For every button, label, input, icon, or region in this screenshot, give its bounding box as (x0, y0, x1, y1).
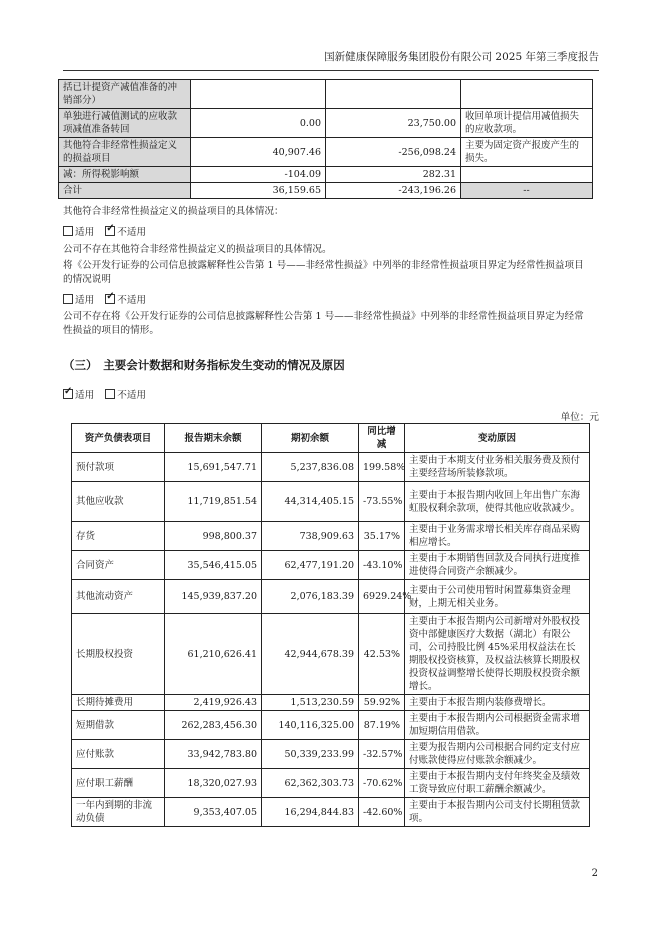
para-no-reclassify: 公司不存在将《公开发行证券的公司信息披露解释性公告第 1 号——非经常性损益》中列举的非经常性损益项目界定为经常性损益的项目的情形。 (63, 311, 584, 336)
yoy-change: -43.10% (359, 551, 405, 580)
change-reason: 主要由于本报告期内支付年终奖金及绩效工资导致应付职工薪酬余额减少。 (405, 769, 590, 798)
value-current: -104.09 (191, 167, 326, 183)
item-name: 应付职工薪酬 (72, 769, 165, 798)
begin-balance: 16,294,844.83 (262, 798, 359, 827)
end-balance: 998,800.37 (165, 522, 262, 551)
item-name: 短期借款 (72, 711, 165, 740)
checkbox-row-1: 适用 ✓ 不适用 (63, 224, 146, 238)
table-row (72, 453, 590, 482)
yoy-change: 199.58% (359, 453, 405, 482)
begin-balance: 62,362,303.73 (262, 769, 359, 798)
checkbox-unchecked-icon (105, 389, 115, 399)
value-ytd: -256,098.24 (326, 138, 461, 167)
table-row (72, 740, 590, 769)
yoy-change: 87.19% (359, 711, 405, 740)
note: 收回单项计提信用减值损失的应收款项。 (461, 109, 593, 138)
para-no-items: 公司不存在其他符合非经常性损益定义的损益项目的具体情况。 (63, 244, 332, 255)
row-label: 单独进行减值测试的应收款项减值准备转回 (59, 109, 191, 138)
end-balance: 35,546,415.05 (165, 551, 262, 580)
page-number: 2 (591, 868, 598, 879)
table-row (72, 482, 590, 522)
change-reason: 主要由于本报告期内公司支付长期租赁款项。 (405, 798, 590, 827)
change-reason: 主要由于本期支付业务相关服务费及预付主要经营场所装修款项。 (405, 453, 590, 482)
begin-balance: 140,116,325.00 (262, 711, 359, 740)
begin-balance: 44,314,405.15 (262, 482, 359, 522)
row-label: 减：所得税影响额 (59, 167, 191, 183)
yoy-change: -32.57% (359, 740, 405, 769)
item-name: 其他流动资产 (72, 580, 165, 614)
column-header: 期初余额 (262, 424, 359, 453)
begin-balance: 2,076,183.39 (262, 580, 359, 614)
note (461, 80, 593, 109)
para-reclassify-desc: 将《公开发行证券的公司信息披露解释性公告第 1 号——非经常性损益》中列举的非经常性损益项目界定为经常性损益项目的情况说明 (63, 260, 584, 285)
checkbox-checked-icon (105, 226, 115, 236)
table-row (72, 769, 590, 798)
table-row (59, 183, 593, 199)
table-row (59, 167, 593, 183)
value-current: 0.00 (191, 109, 326, 138)
end-balance: 145,939,837.20 (165, 580, 262, 614)
value-ytd: -243,196.26 (326, 183, 461, 199)
yoy-change: 59.92% (359, 695, 405, 711)
table-row (59, 138, 593, 167)
row-label: 括已计提资产减值准备的冲销部分） (59, 80, 191, 109)
column-header: 变动原因 (405, 424, 590, 453)
change-reason: 主要由于本报告期内装修费增长。 (405, 695, 590, 711)
change-reason: 主要由于本期销售回款及合同执行进度推进使得合同资产余额减少。 (405, 551, 590, 580)
value-current: 40,907.46 (191, 138, 326, 167)
end-balance: 9,353,407.05 (165, 798, 262, 827)
item-name: 存货 (72, 522, 165, 551)
item-name: 长期待摊费用 (72, 695, 165, 711)
note: -- (461, 183, 593, 199)
end-balance: 33,942,783.80 (165, 740, 262, 769)
end-balance: 2,419,926.43 (165, 695, 262, 711)
column-header: 同比增减 (359, 424, 405, 453)
value-ytd: 282.31 (326, 167, 461, 183)
change-reason: 主要由于本报告期内收回上年出售广东海虹股权剩余款项，使得其他应收款减少。 (405, 482, 590, 522)
begin-balance: 5,237,836.08 (262, 453, 359, 482)
yoy-change: 42.53% (359, 614, 405, 695)
row-label: 其他符合非经常性损益定义的损益项目 (59, 138, 191, 167)
begin-balance: 42,944,678.39 (262, 614, 359, 695)
item-name: 合同资产 (72, 551, 165, 580)
yoy-change: 35.17% (359, 522, 405, 551)
change-reason: 主要为报告期内公司根据合同约定支付应付账款使得应付账款余额减少。 (405, 740, 590, 769)
yoy-change: -73.55% (359, 482, 405, 522)
checkbox-unchecked-icon (63, 294, 73, 304)
value-ytd (326, 80, 461, 109)
begin-balance: 738,909.63 (262, 522, 359, 551)
checkbox-row-3: ✓适用 不适用 (63, 387, 146, 401)
end-balance: 18,320,027.93 (165, 769, 262, 798)
para-other-items: 其他符合非经常性损益定义的损益项目的具体情况： (63, 206, 284, 217)
checkbox-unchecked-icon (63, 226, 73, 236)
item-name: 其他应收款 (72, 482, 165, 522)
page-header: 国新健康保障服务集团股份有限公司 2025 年第三季度报告 (63, 49, 599, 71)
table-row (72, 614, 590, 695)
change-reason: 主要由于公司使用暂时闲置募集资金理财，上期无相关业务。 (405, 580, 590, 614)
value-ytd: 23,750.00 (326, 109, 461, 138)
section-title: （三） 主要会计数据和财务指标发生变动的情况及原因 (63, 358, 345, 372)
note: 主要为固定资产报废产生的损失。 (461, 138, 593, 167)
item-name: 预付款项 (72, 453, 165, 482)
change-reason: 主要由于业务需求增长相关库存商品采购相应增长。 (405, 522, 590, 551)
begin-balance: 50,339,233.99 (262, 740, 359, 769)
item-name: 一年内到期的非流动负债 (72, 798, 165, 827)
note (461, 167, 593, 183)
begin-balance: 62,477,191.20 (262, 551, 359, 580)
column-header: 资产负债表项目 (72, 424, 165, 453)
table-row (72, 551, 590, 580)
yoy-change: -70.62% (359, 769, 405, 798)
non-recurring-table (58, 79, 593, 199)
table-row (72, 711, 590, 740)
checkbox-checked-icon (105, 294, 115, 304)
table-row (72, 522, 590, 551)
balance-change-table (71, 423, 590, 827)
checkbox-row-2: 适用 ✓ 不适用 (63, 292, 146, 306)
table-row (72, 580, 590, 614)
table-row (59, 109, 593, 138)
checkbox-checked-icon (63, 389, 73, 399)
change-reason: 主要由于本报告期内公司新增对外股权投资中部健康医疗大数据（湖北）有限公司，公司持股比例 45%采用权益法在长期股权投资核算，及权益法核算长期股权投资权益调整增长使得长期股权投资余额增长。 (405, 614, 590, 695)
end-balance: 61,210,626.41 (165, 614, 262, 695)
unit-label: 单位：元 (560, 412, 599, 423)
item-name: 长期股权投资 (72, 614, 165, 695)
column-header: 报告期末余额 (165, 424, 262, 453)
value-current: 36,159.65 (191, 183, 326, 199)
yoy-change: 6929.24% (359, 580, 405, 614)
item-name: 应付账款 (72, 740, 165, 769)
begin-balance: 1,513,230.59 (262, 695, 359, 711)
row-label: 合计 (59, 183, 191, 199)
end-balance: 15,691,547.71 (165, 453, 262, 482)
end-balance: 11,719,851.54 (165, 482, 262, 522)
value-current (191, 80, 326, 109)
table-row (72, 798, 590, 827)
table-row (72, 695, 590, 711)
end-balance: 262,283,456.30 (165, 711, 262, 740)
yoy-change: -42.60% (359, 798, 405, 827)
change-reason: 主要由于本报告期内公司根据资金需求增加短期信用借款。 (405, 711, 590, 740)
table-row (59, 80, 593, 109)
